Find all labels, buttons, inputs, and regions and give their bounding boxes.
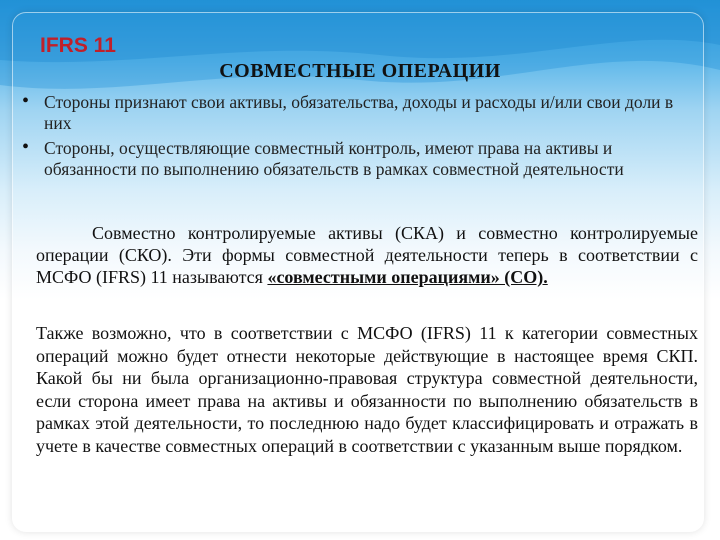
bullet-dot-icon: • (22, 90, 30, 112)
bullet-text: Стороны признают свои активы, обязательства, доходы и расходы и/или свои доли в них (44, 92, 674, 133)
paragraph-forms (36, 222, 698, 288)
bullet-text: Стороны, осуществляющие совместный контроль, имеют права на активы и обязанности по выполнению обязательств в рамках совместной деятельности (44, 138, 624, 179)
brand-label: IFRS 11 (40, 34, 116, 57)
bullet-list (22, 92, 682, 184)
bullet-dot-icon: • (22, 136, 30, 158)
paragraph-forms-emphasis: «совместными операциями» (СО). (267, 267, 548, 287)
bullet-item (22, 138, 682, 180)
bullet-item (22, 92, 682, 134)
slide-title: СОВМЕСТНЫЕ ОПЕРАЦИИ (219, 60, 501, 82)
paragraph-forms-text: Совместно контролируемые активы (СКА) и совместно контролируемые операции (СКО). Эти формы совместной деятельности теперь в соответствии с МСФО (IFRS) 11 называются (36, 223, 698, 287)
paragraph-classification: Также возможно, что в соответствии с МСФО (IFRS) 11 к категории совместных операций можно будет отнести некоторые действующие в настоящее время СКП. Какой бы ни была организационно-правовая структура совместной деятельности, если сторона имеет права на активы и обязанности по выполнению обязательств в рамках этой деятельности, то последнюю надо будет классифицировать и отражать в учете в качестве совместных операций в соответствии с указанным выше порядком. (36, 323, 698, 456)
